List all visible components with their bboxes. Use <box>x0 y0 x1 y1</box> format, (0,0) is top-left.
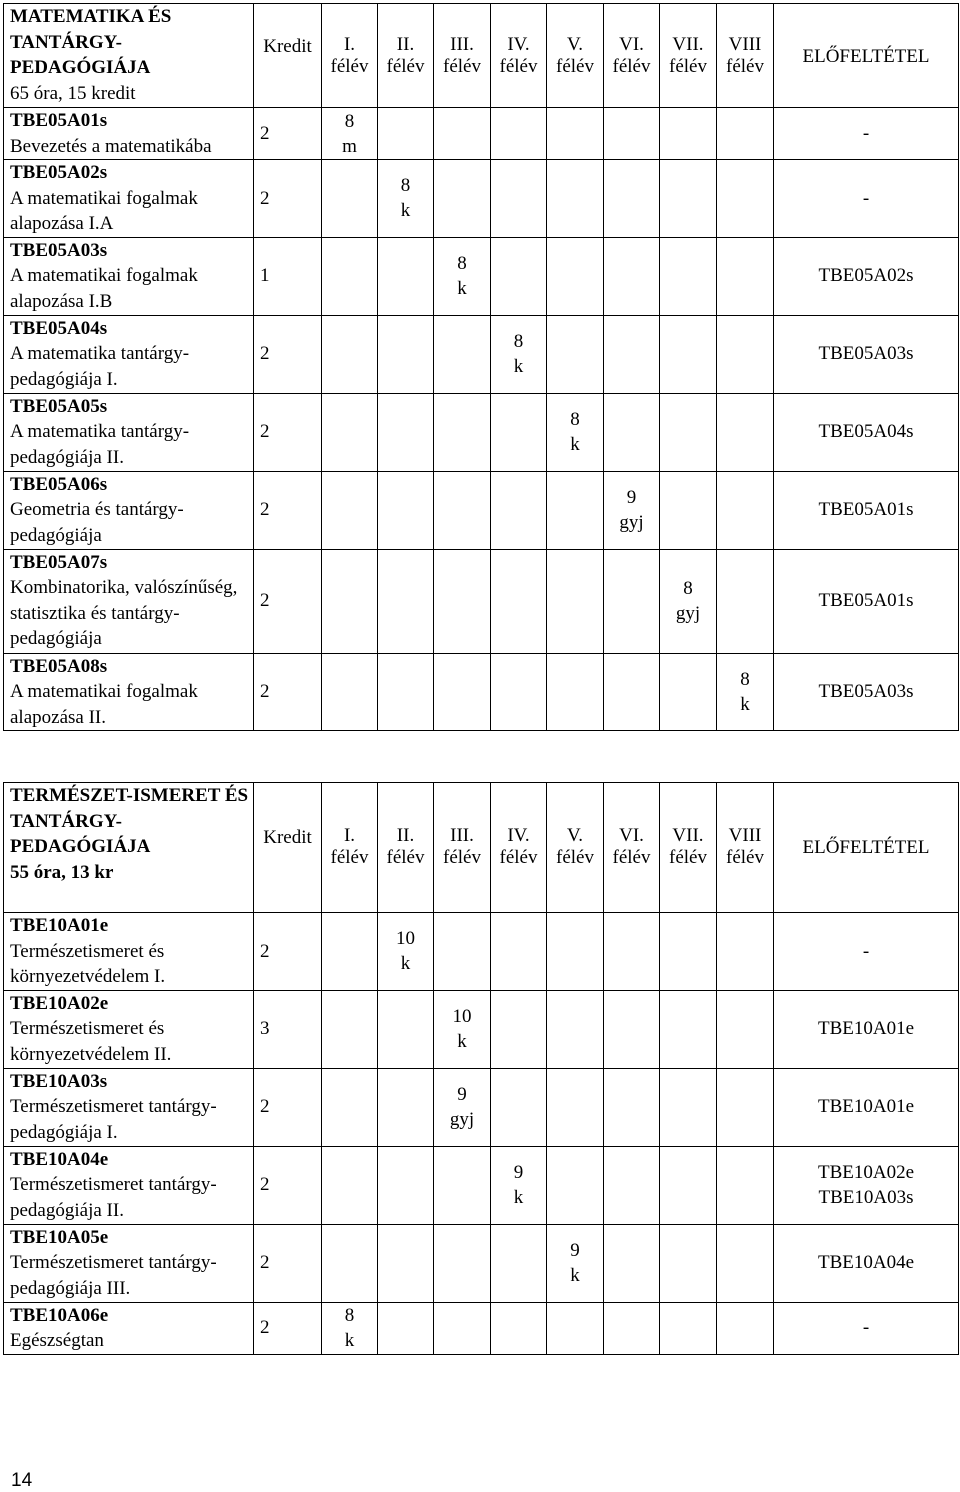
table-title-cell <box>4 4 254 108</box>
table-row <box>4 108 959 160</box>
table-row <box>4 1146 959 1224</box>
table-meta: 55 óra, 13 kr <box>10 861 114 883</box>
semester-cell <box>434 990 491 1068</box>
course-code: TBE10A06e <box>10 1304 109 1326</box>
hours-value: 8 <box>513 331 524 352</box>
course-code: TBE05A07s <box>10 551 108 573</box>
semester-cell <box>322 1302 378 1354</box>
hours-value: 8 <box>457 253 467 274</box>
hours-value: 9 <box>513 1162 524 1183</box>
prerequisite-header: ELŐFELTÉTEL <box>774 4 959 108</box>
course-credit: 2 <box>254 1068 322 1146</box>
semester-header: III. félév <box>434 783 491 913</box>
kredit-header: Kredit <box>254 783 322 913</box>
course-code: TBE05A05s <box>10 395 108 417</box>
hours-value: 8 <box>570 409 580 430</box>
prerequisite-cell: - <box>774 1302 959 1354</box>
hours-value: 10 <box>452 1006 472 1027</box>
assessment-mode: k <box>457 1031 467 1052</box>
table-row <box>4 1302 959 1354</box>
assessment-mode: k <box>740 693 750 715</box>
course-credit: 2 <box>254 1302 322 1354</box>
semester-cell <box>434 1068 491 1146</box>
semester-cell <box>378 160 434 238</box>
table-row <box>4 471 959 549</box>
course-name: A matematika tantárgy-pedagógiája II. <box>10 421 190 468</box>
table-row <box>4 549 959 653</box>
semester-cell <box>322 108 378 160</box>
prerequisite-cell: TBE05A02s <box>774 237 959 315</box>
semester-header: VI. félév <box>604 4 660 108</box>
prerequisite-cell: - <box>774 160 959 238</box>
hours-value: 8 <box>740 668 750 690</box>
table-row <box>4 160 959 238</box>
course-name: A matematikai fogalmak alapozása I.B <box>10 265 198 312</box>
course-credit: 2 <box>254 471 322 549</box>
assessment-mode: k <box>344 1330 355 1351</box>
prerequisite-cell: TBE10A01e <box>774 990 959 1068</box>
semester-header: I. félév <box>322 4 378 108</box>
course-code: TBE05A06s <box>10 473 108 495</box>
semester-cell <box>491 1146 547 1224</box>
semester-header: VIII félév <box>717 783 774 913</box>
semester-header: III. félév <box>434 4 491 108</box>
semester-cell <box>660 549 717 653</box>
table-row <box>4 315 959 393</box>
natural-science-curriculum-table <box>3 782 959 1355</box>
prerequisite-2: TBE10A03s <box>818 1187 914 1208</box>
prerequisite-cell: TBE05A03s <box>774 315 959 393</box>
course-credit: 2 <box>254 1224 322 1302</box>
prerequisite-1: TBE10A02e <box>817 1161 915 1183</box>
table-header-row <box>4 4 959 108</box>
hours-value: 9 <box>457 1084 467 1105</box>
assessment-mode: k <box>513 1187 524 1208</box>
course-code: TBE05A03s <box>10 239 108 261</box>
assessment-mode: k <box>400 953 411 975</box>
prerequisite-cell: TBE10A01e <box>774 1068 959 1146</box>
course-name: Természetismeret tantárgy-pedagógiája II. <box>10 1174 217 1221</box>
course-code: TBE05A01s <box>10 110 108 131</box>
course-code: TBE10A02e <box>10 992 109 1014</box>
course-credit: 2 <box>254 1146 322 1224</box>
course-code: TBE05A08s <box>10 655 108 677</box>
semester-header: I. félév <box>322 783 378 913</box>
hours-value: 8 <box>400 175 411 197</box>
course-credit: 2 <box>254 913 322 991</box>
course-credit: 2 <box>254 315 322 393</box>
semester-cell <box>378 913 434 991</box>
hours-value: 8 <box>344 1305 355 1326</box>
semester-header: II. félév <box>378 4 434 108</box>
kredit-header: Kredit <box>254 4 322 108</box>
prerequisite-cell: - <box>774 913 959 991</box>
course-name: A matematikai fogalmak alapozása II. <box>10 681 198 728</box>
table-row <box>4 653 959 731</box>
prerequisite-cell: - <box>774 108 959 160</box>
semester-cell <box>717 653 774 731</box>
hours-value: 8 <box>683 578 693 599</box>
semester-header: VIII félév <box>717 4 774 108</box>
semester-header: V. félév <box>547 4 604 108</box>
prerequisite-header: ELŐFELTÉTEL <box>774 783 959 913</box>
course-name: Kombinatorika, valószínűség, statisztika és tantárgy-pedagógiája <box>10 577 238 649</box>
course-name: Geometria és tantárgy-pedagógiája <box>10 499 184 546</box>
semester-header: II. félév <box>378 783 434 913</box>
course-code: TBE10A04e <box>10 1148 109 1170</box>
prerequisite-cell <box>774 1146 959 1224</box>
mathematics-curriculum-table <box>3 3 959 731</box>
semester-header: IV. félév <box>491 783 547 913</box>
course-code: TBE05A02s <box>10 162 108 183</box>
hours-value: 10 <box>396 928 415 950</box>
prerequisite-cell: TBE05A03s <box>774 653 959 731</box>
semester-cell <box>434 237 491 315</box>
table-meta: 65 óra, 15 kredit <box>10 82 136 104</box>
hours-value: 9 <box>626 487 637 508</box>
assessment-mode: gyj <box>619 512 644 533</box>
course-credit: 2 <box>254 549 322 653</box>
course-name: Természetismeret tantárgy-pedagógiája I. <box>10 1096 217 1143</box>
assessment-mode: k <box>570 434 580 455</box>
semester-header: VII. félév <box>660 4 717 108</box>
table-row <box>4 393 959 471</box>
course-code: TBE05A04s <box>10 317 108 339</box>
page-number: 14 <box>11 1470 33 1491</box>
assessment-mode: m <box>342 135 357 157</box>
course-code: TBE10A01e <box>10 915 109 936</box>
table-row <box>4 1224 959 1302</box>
course-credit: 2 <box>254 108 322 160</box>
course-name: Egészségtan <box>10 1330 104 1351</box>
course-credit: 3 <box>254 990 322 1068</box>
semester-cell <box>604 471 660 549</box>
course-name: Természetismeret tantárgy-pedagógiája III. <box>10 1252 217 1299</box>
semester-header: VII. félév <box>660 783 717 913</box>
assessment-mode: gyj <box>449 1109 475 1130</box>
course-credit: 2 <box>254 653 322 731</box>
table-row <box>4 1068 959 1146</box>
semester-cell <box>491 315 547 393</box>
course-name: Természetismeret és környezetvédelem II. <box>10 1018 172 1065</box>
course-credit: 1 <box>254 237 322 315</box>
prerequisite-cell: TBE10A04e <box>774 1224 959 1302</box>
table-row <box>4 237 959 315</box>
table-title-cell <box>4 783 254 913</box>
prerequisite-cell: TBE05A01s <box>774 549 959 653</box>
course-code: TBE10A05e <box>10 1226 109 1248</box>
hours-value: 9 <box>570 1240 580 1261</box>
table-title: TERMÉSZET-ISMERET ÉS TANTÁRGY-PEDAGÓGIÁJA <box>10 785 249 857</box>
course-credit: 2 <box>254 160 322 238</box>
table-row <box>4 913 959 991</box>
semester-header: IV. félév <box>491 4 547 108</box>
prerequisite-cell: TBE05A01s <box>774 471 959 549</box>
course-name: A matematikai fogalmak alapozása I.A <box>10 187 198 234</box>
course-credit: 2 <box>254 393 322 471</box>
semester-header: VI. félév <box>604 783 660 913</box>
assessment-mode: k <box>457 278 467 299</box>
table-row <box>4 990 959 1068</box>
hours-value: 8 <box>344 110 355 132</box>
table-title: MATEMATIKA ÉS TANTÁRGY-PEDAGÓGIÁJA <box>10 6 172 78</box>
semester-header: V. félév <box>547 783 604 913</box>
semester-cell <box>547 1224 604 1302</box>
assessment-mode: k <box>513 356 524 377</box>
table-header-row <box>4 783 959 913</box>
course-name: A matematika tantárgy-pedagógiája I. <box>10 343 190 390</box>
assessment-mode: k <box>400 200 411 222</box>
course-name: Bevezetés a matematikába <box>10 135 212 157</box>
prerequisite-cell: TBE05A04s <box>774 393 959 471</box>
assessment-mode: gyj <box>675 603 701 624</box>
semester-cell <box>547 393 604 471</box>
course-code: TBE10A03s <box>10 1070 108 1092</box>
assessment-mode: k <box>570 1265 580 1286</box>
course-name: Természetismeret és környezetvédelem I. <box>10 940 166 987</box>
